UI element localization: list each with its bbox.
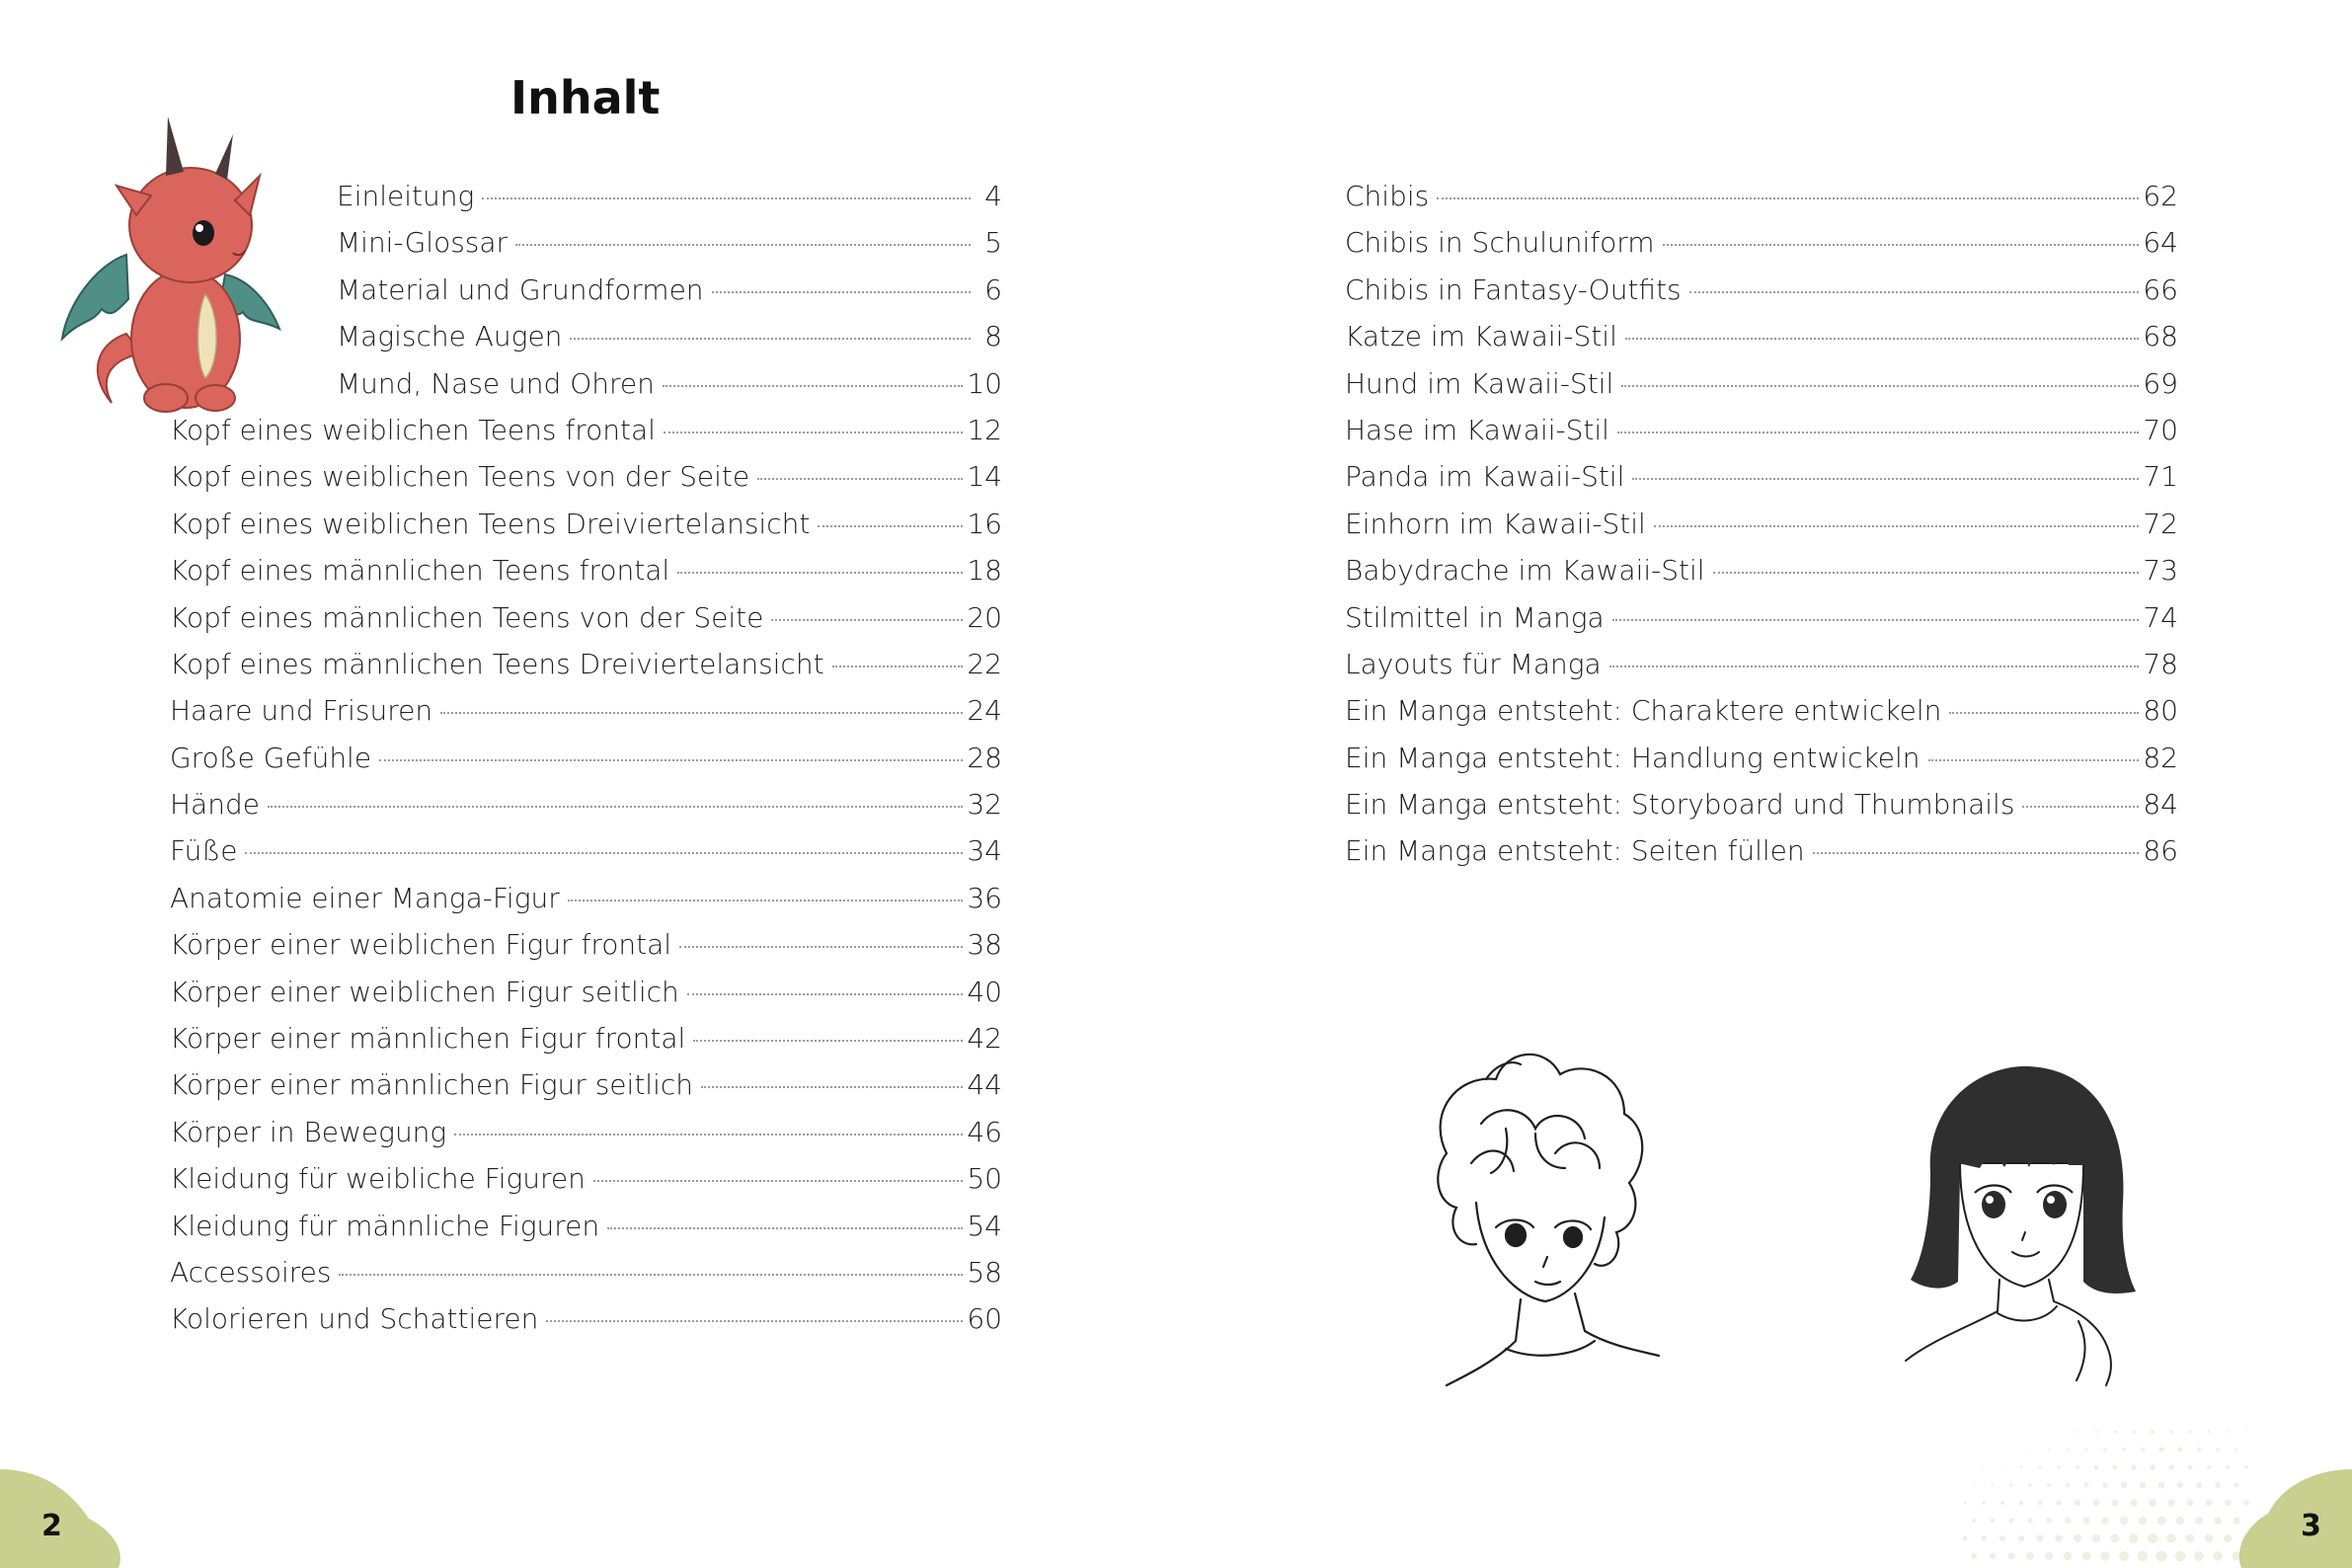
toc-entry-page: 71 [2143, 460, 2178, 494]
toc-entry-title: Hase im Kawaii-Stil [1345, 413, 1609, 446]
halftone-decoration [1955, 1422, 2251, 1568]
toc-entry-title: Kleidung für männliche Figuren [170, 1209, 600, 1242]
toc-entry-page: 70 [2143, 413, 2178, 446]
toc-entry [1345, 226, 2178, 273]
toc-entry-title: Kopf eines weiblichen Teens von der Seite [170, 460, 750, 494]
toc-entry-title: Panda im Kawaii-Stil [1345, 460, 1625, 494]
toc-leader-dots [546, 1320, 963, 1322]
toc-leader-dots [771, 619, 963, 621]
toc-entry [1345, 508, 2178, 554]
toc-leader-dots [515, 244, 971, 246]
toc-leader-dots [245, 852, 963, 854]
toc-entry-page: 58 [967, 1255, 1002, 1289]
toc-entry [170, 788, 1002, 834]
toc-entry-page: 5 [984, 226, 1002, 260]
toc-entry-page: 36 [967, 881, 1002, 914]
toc-entry [170, 508, 1002, 554]
toc-entry-title: Große Gefühle [170, 741, 372, 774]
toc-leader-dots [1813, 852, 2140, 854]
toc-leader-dots [1928, 759, 2140, 761]
toc-entry-page: 20 [967, 600, 1002, 634]
toc-leader-dots [1625, 338, 2140, 340]
toc-entry-page: 4 [984, 180, 1002, 212]
page-corner-blob-left [0, 1469, 126, 1568]
toc-leader-dots [268, 806, 963, 808]
toc-entry-page: 74 [2143, 600, 2178, 634]
toc-leader-dots [2022, 806, 2139, 808]
toc-leader-dots [663, 385, 963, 387]
toc-entry-title: Kolorieren und Schattieren [170, 1302, 539, 1336]
toc-entry [170, 694, 1002, 741]
toc-leader-dots [1609, 666, 2140, 667]
toc-entry [170, 1256, 1002, 1302]
toc-entry-title: Chibis [1345, 180, 1430, 212]
toc-entry-title: Magische Augen [337, 320, 563, 353]
toc-entry-title: Chibis in Fantasy-Outfits [1345, 273, 1682, 306]
toc-leader-dots [1949, 712, 2139, 714]
toc-entry-title: Ein Manga entsteht: Seiten füllen [1345, 834, 1805, 868]
toc-entry-title: Kleidung für weibliche Figuren [170, 1162, 586, 1196]
toc-entry [170, 742, 1002, 788]
toc-leader-dots [701, 1086, 963, 1088]
toc-leader-dots [1617, 431, 2139, 433]
toc-entry-title: Material und Grundformen [337, 273, 704, 306]
toc-entry [170, 882, 1002, 928]
toc-entry-page: 12 [967, 413, 1002, 446]
toc-entry-page: 50 [967, 1162, 1002, 1196]
toc-entry-title: Layouts für Manga [1345, 647, 1602, 680]
toc-entry-title: Haare und Frisuren [170, 694, 433, 728]
toc-entry-page: 72 [2143, 507, 2178, 540]
toc-entry [170, 928, 1002, 975]
toc-entry-title: Katze im Kawaii-Stil [1345, 320, 1617, 353]
toc-entry [1345, 320, 2178, 366]
page-corner-blob-right [2234, 1469, 2352, 1568]
toc-leader-dots [1663, 244, 2140, 246]
toc-entry [1345, 274, 2178, 320]
toc-entry [170, 460, 1002, 507]
toc-entry [170, 1302, 1002, 1349]
toc-entry-title: Chibis in Schuluniform [1345, 226, 1655, 260]
toc-entry-title: Accessoires [170, 1255, 332, 1289]
toc-leader-dots [454, 1134, 963, 1136]
toc-entry-page: 18 [967, 554, 1002, 588]
toc-entry-page: 28 [967, 741, 1002, 774]
toc-entry-title: Einhorn im Kawaii-Stil [1345, 507, 1646, 540]
toc-leader-dots [1654, 525, 2140, 527]
toc-leader-dots [568, 900, 964, 902]
toc-leader-dots [379, 759, 963, 761]
page-number-right: 3 [2301, 1509, 2321, 1543]
toc-entry [170, 226, 1002, 273]
toc-entry [1345, 180, 2178, 226]
toc-entry [1345, 554, 2178, 600]
toc-leader-dots [1437, 197, 2139, 199]
toc-leader-dots [440, 712, 963, 714]
toc-entry [170, 274, 1002, 320]
toc-entry [1345, 788, 2178, 834]
toc-leader-dots [687, 993, 964, 995]
toc-entry [170, 1022, 1002, 1068]
toc-entry-title: Kopf eines weiblichen Teens Dreiviertelansicht [170, 507, 811, 540]
toc-entry-title: Einleitung [337, 180, 475, 212]
toc-entry [170, 367, 1002, 414]
toc-entry-title: Kopf eines männlichen Teens frontal [170, 554, 670, 588]
toc-entry [170, 554, 1002, 600]
toc-entry-page: 66 [2143, 273, 2178, 306]
toc-leader-dots [607, 1227, 963, 1229]
toc-entry [1345, 460, 2178, 507]
toc-entry-title: Körper einer weiblichen Figur seitlich [170, 975, 679, 1008]
toc-entry-page: 62 [2143, 180, 2178, 212]
toc-entry [1345, 601, 2178, 648]
toc-entry-page: 86 [2143, 834, 2178, 868]
toc-right-column [1345, 180, 2178, 882]
page-title: Inhalt [510, 71, 661, 124]
toc-entry-page: 38 [967, 928, 1002, 962]
toc-entry-page: 54 [967, 1209, 1002, 1242]
toc-entry-title: Kopf eines männlichen Teens von der Seite [170, 600, 764, 634]
toc-leader-dots [664, 431, 963, 433]
toc-entry-page: 32 [967, 788, 1002, 822]
toc-leader-dots [1612, 619, 2140, 621]
toc-entry-page: 40 [967, 975, 1002, 1008]
toc-entry-title: Stilmittel in Manga [1345, 600, 1605, 634]
toc-entry-title: Ein Manga entsteht: Handlung entwickeln [1345, 741, 1921, 774]
toc-entry-page: 6 [984, 273, 1002, 306]
toc-leader-dots [482, 197, 971, 199]
toc-entry-title: Kopf eines weiblichen Teens frontal [170, 413, 656, 446]
toc-entry-title: Babydrache im Kawaii-Stil [1345, 554, 1705, 588]
toc-entry-page: 78 [2143, 647, 2178, 680]
toc-entry-page: 44 [967, 1068, 1002, 1102]
boy-portrait [1387, 1035, 1684, 1400]
toc-entry-title: Anatomie einer Manga-Figur [170, 881, 560, 914]
toc-entry [1345, 742, 2178, 788]
page-number-left: 2 [41, 1509, 62, 1543]
toc-entry-page: 68 [2143, 320, 2178, 353]
toc-leader-dots [757, 478, 963, 480]
toc-leader-dots [339, 1274, 963, 1276]
toc-entry-page: 8 [984, 320, 1002, 353]
toc-entry [170, 1210, 1002, 1256]
toc-entry-page: 80 [2143, 694, 2178, 728]
toc-leader-dots [1713, 572, 2140, 574]
toc-entry-title: Kopf eines männlichen Teens Dreiviertelansicht [170, 647, 824, 680]
toc-entry [170, 1116, 1002, 1162]
toc-entry [170, 976, 1002, 1022]
girl-portrait [1881, 1055, 2157, 1390]
toc-entry [170, 414, 1002, 460]
toc-entry-title: Füße [170, 834, 238, 868]
toc-entry-title: Mini-Glossar [337, 226, 509, 260]
toc-entry-page: 46 [967, 1115, 1002, 1148]
toc-leader-dots [712, 291, 971, 293]
toc-entry-page: 14 [967, 460, 1002, 494]
toc-leader-dots [832, 666, 964, 667]
toc-entry [170, 648, 1002, 694]
toc-entry-page: 64 [2143, 226, 2178, 260]
toc-entry [1345, 367, 2178, 414]
toc-entry [1345, 694, 2178, 741]
toc-leader-dots [1689, 291, 2140, 293]
toc-entry-page: 22 [967, 647, 1002, 680]
toc-entry [170, 601, 1002, 648]
toc-entry-page: 60 [967, 1302, 1002, 1336]
toc-entry-title: Körper in Bewegung [170, 1115, 447, 1148]
toc-entry-page: 84 [2143, 788, 2178, 822]
toc-entry-page: 10 [967, 366, 1002, 400]
toc-entry-title: Körper einer männlichen Figur frontal [170, 1022, 686, 1056]
toc-entry-title: Körper einer weiblichen Figur frontal [170, 928, 672, 962]
toc-entry [170, 1162, 1002, 1209]
toc-leader-dots [679, 946, 963, 948]
toc-leader-dots [1621, 385, 2139, 387]
toc-entry [1345, 414, 2178, 460]
toc-entry-page: 34 [967, 834, 1002, 868]
toc-entry-title: Ein Manga entsteht: Charaktere entwickeln [1345, 694, 1942, 728]
toc-entry-title: Hände [170, 788, 260, 822]
toc-leader-dots [593, 1180, 963, 1182]
toc-entry [170, 320, 1002, 366]
toc-leader-dots [570, 338, 971, 340]
toc-leader-dots [677, 572, 963, 574]
toc-leader-dots [693, 1040, 963, 1042]
toc-entry-page: 69 [2143, 366, 2178, 400]
toc-entry [1345, 648, 2178, 694]
toc-entry [1345, 834, 2178, 881]
toc-entry-title: Hund im Kawaii-Stil [1345, 366, 1614, 400]
toc-entry-title: Ein Manga entsteht: Storyboard und Thumbnails [1345, 788, 2015, 822]
toc-left-column [170, 180, 1002, 1350]
toc-entry-title: Körper einer männlichen Figur seitlich [170, 1068, 693, 1102]
toc-entry-page: 24 [967, 694, 1002, 728]
toc-entry [170, 1068, 1002, 1115]
toc-entry-page: 42 [967, 1022, 1002, 1056]
toc-leader-dots [818, 525, 963, 527]
toc-entry-page: 73 [2143, 554, 2178, 588]
toc-entry [170, 180, 1002, 226]
toc-entry-title: Mund, Nase und Ohren [337, 366, 655, 400]
toc-entry [170, 834, 1002, 881]
toc-entry-page: 16 [967, 507, 1002, 540]
toc-leader-dots [1632, 478, 2139, 480]
toc-entry-page: 82 [2143, 741, 2178, 774]
